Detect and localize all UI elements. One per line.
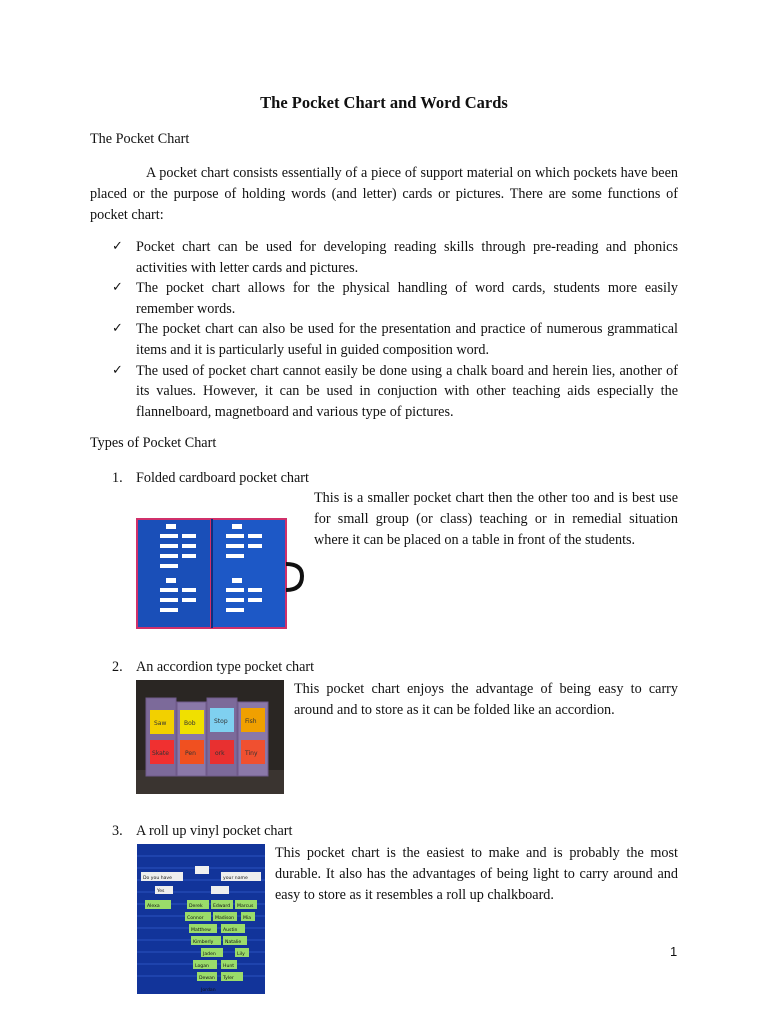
card-word: Connor (187, 916, 204, 921)
functions-list (112, 237, 678, 422)
type-3-heading (112, 823, 292, 840)
card-word: Lily (237, 952, 245, 957)
card-word: Alexa (147, 904, 160, 909)
type-number: 3. (112, 823, 123, 839)
card-word: Edward (213, 904, 231, 909)
card-word: Derek (189, 904, 203, 909)
card-word: Kimberly (193, 940, 214, 945)
rollup-vinyl-chart-image (137, 844, 265, 994)
card-word: Pen (185, 750, 196, 757)
section-heading-pocket-chart: The Pocket Chart (90, 131, 190, 147)
type-2-description: This pocket chart enjoys the advantage of being easy to carry around and to store as it can be folded like an accordion. (294, 681, 678, 718)
type-number: 2. (112, 659, 123, 675)
card-word: Jaden (203, 952, 216, 957)
card-word: Madison (215, 916, 235, 921)
type-1-description: This is a smaller pocket chart then the other too and is best use for small group (or class) teaching or in remedial situation where it can be placed on a table in front of the students. (314, 490, 678, 548)
card-word: Jordan (201, 988, 216, 993)
folded-cardboard-chart-image (136, 518, 304, 630)
type-name: An accordion type pocket chart (136, 659, 315, 675)
card-word: Marcus (237, 904, 254, 909)
list-item (112, 361, 678, 423)
card-word: Tyler (223, 976, 234, 981)
card-word: Natalie (225, 940, 242, 945)
card-word: Mia (243, 916, 252, 921)
card-word: Hunt (223, 964, 235, 969)
card-word: Do you have (143, 876, 172, 881)
card-word: Logan (195, 964, 209, 969)
card-word: Bob (184, 720, 196, 727)
type-name: Folded cardboard pocket chart (136, 470, 309, 486)
type-2-heading (112, 659, 314, 676)
card-word: Skate (152, 750, 169, 757)
list-item-text: Pocket chart can be used for developing reading skills through pre-reading and phonics activities with letter cards and pictures. (136, 239, 678, 276)
checkmark-icon: ✓ (112, 321, 123, 337)
list-item-text: The pocket chart can also be used for the presentation and practice of numerous grammatical items and it is particularly useful in guided composition word. (136, 321, 678, 358)
list-item (112, 237, 678, 278)
accordion-chart-image (136, 680, 284, 794)
card-word: Stop (214, 718, 228, 725)
page-number: 1 (670, 944, 678, 959)
section-heading-types: Types of Pocket Chart (90, 435, 217, 451)
list-item-text: The used of pocket chart cannot easily be done using a chalk board and herein lies, another of its values. However, it can be used in conjuction with other teaching aids especially the flannelboard, magnetboard and various type of pictures. (136, 362, 678, 420)
document-title: The Pocket Chart and Word Cards (260, 93, 508, 112)
card-word: ork (215, 750, 225, 757)
card-word: Matthew (191, 928, 211, 933)
type-number: 1. (112, 470, 123, 486)
card-word: Dewan (199, 976, 215, 981)
list-item (112, 278, 678, 319)
card-word: Yes (157, 889, 165, 894)
card-word: Fish (245, 718, 257, 725)
intro-paragraph (90, 163, 678, 225)
card-word: Tiny (245, 750, 258, 757)
list-item-text: The pocket chart allows for the physical handling of word cards, students more easily remember words. (136, 280, 678, 317)
card-word: Austin (223, 928, 238, 933)
checkmark-icon: ✓ (112, 280, 123, 296)
card-word: your name (223, 876, 248, 881)
intro-text: A pocket chart consists essentially of a piece of support material on which pockets have been placed or the purpose of holding words (and letter) cards or pictures. There are some functions of pocket chart: (90, 165, 678, 223)
list-item (112, 319, 678, 360)
type-1-heading (112, 470, 309, 487)
type-name: A roll up vinyl pocket chart (136, 823, 293, 839)
type-3-description: This pocket chart is the easiest to make and is probably the most durable. It also has the advantages of being light to carry around and easy to store as it resembles a roll up chalkboard. (275, 845, 678, 903)
card-word: Saw (154, 720, 167, 727)
checkmark-icon: ✓ (112, 239, 123, 254)
checkmark-icon: ✓ (112, 362, 123, 378)
